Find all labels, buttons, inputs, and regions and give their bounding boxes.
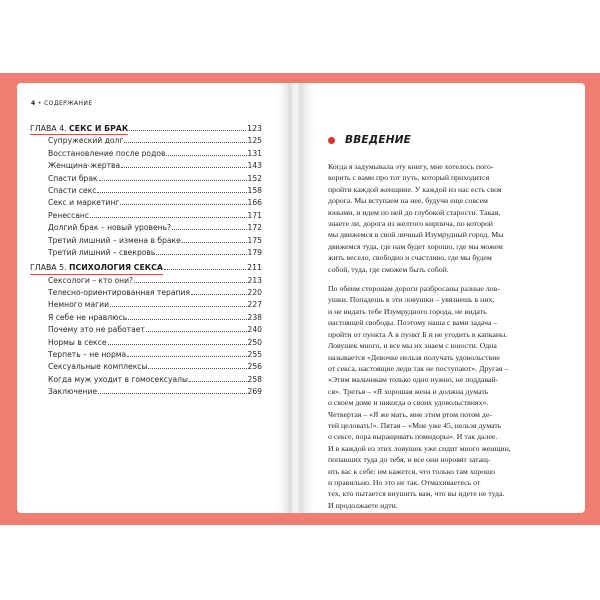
running-head [31, 100, 93, 107]
toc-leader-dots [156, 254, 246, 255]
toc-page-number: 238 [247, 312, 262, 322]
toc-page-number: 131 [247, 148, 262, 158]
toc-entry-label: Когда муж уходит в гомосексуалы [48, 374, 188, 384]
text-line: пройти каждой женщине. У каждой из нас есть своя [328, 184, 502, 194]
toc-entry-label: Третий лишний – свекровь [48, 247, 156, 257]
toc-leader-dots [124, 142, 246, 143]
toc-chapter-label [30, 124, 128, 133]
toc-leader-dots [121, 167, 246, 168]
toc-entry [30, 288, 262, 300]
running-head-title: СОДЕРЖАНИЕ [44, 100, 93, 107]
text-line: юными, и идем по ней до глубокой старости. Такая, [328, 207, 501, 217]
text-line: ить вас к себе: им кажется, что только там хорошо [328, 466, 496, 476]
toc-leader-dots [108, 344, 247, 345]
toc-page-number: 256 [247, 362, 262, 372]
toc-leader-dots [99, 180, 247, 181]
toc-page-number: 255 [247, 350, 262, 360]
toc-entry-label: Я себе не нравлюсь [48, 312, 128, 322]
toc-entry-label: Долгий брак – новый уровень? [48, 223, 172, 233]
toc-entry-label: Телесно-ориентированная терапия [48, 288, 190, 298]
paragraph-gap [328, 275, 565, 283]
page-number: 4 [31, 100, 36, 107]
toc-chapter [30, 263, 262, 275]
intro-heading: ВВЕДЕНИЕ [345, 134, 412, 146]
toc-leader-dots [90, 217, 246, 218]
toc-entry [30, 313, 262, 325]
text-line: о своем доме и никогда о своих удовольствиях». [328, 398, 489, 408]
toc-leader-dots [164, 269, 246, 270]
text-line: тех, кто пытается внушить вам, что вы идете не туда. [328, 489, 505, 499]
toc-entry-label: Сексологи – кто они? [48, 275, 134, 285]
text-line: мы движемся в свой личный Изумрудный город. Мы [328, 230, 504, 240]
toc-entry-label: Сексуальные комплексы [48, 362, 148, 372]
toc-chapter [30, 124, 262, 136]
toc-chapter-number: ГЛАВА 4. [30, 124, 70, 133]
toc-entry [30, 236, 262, 248]
text-line: попавших туда до тебя, и все они норовят затащ- [328, 455, 491, 465]
toc-entry-label: Супружеский долг [48, 136, 124, 146]
text-line: «Этим мальчикам только одно нужно, не поддавай- [328, 375, 499, 385]
toc-leader-dots [97, 192, 246, 193]
toc-leader-dots [120, 204, 246, 205]
text-line: ся». Третья – «Я хорошая жена и должна думать [328, 386, 489, 396]
text-line: от секса, настоящие леди так не поступают». Другая – [328, 363, 509, 373]
toc-page-number: 125 [247, 136, 262, 146]
text-line: По обеим сторонам дороги разбросаны разные лов- [328, 284, 500, 294]
left-page [17, 83, 290, 513]
text-line: движемся туда, где нам будет хорошо, где мы можем [328, 241, 503, 251]
paragraph [328, 161, 565, 275]
toc-chapter-title: ПСИХОЛОГИЯ СЕКСА [69, 263, 163, 273]
toc-page-number: 258 [247, 374, 262, 384]
toc-entry [30, 338, 262, 350]
toc-entry-label: Ренессанс [48, 210, 90, 220]
right-page [301, 83, 585, 513]
toc-entry-label: Спасти секс [48, 185, 97, 195]
text-line: И в каждой из этих ловушек уже сидит много женщин, [328, 443, 511, 453]
toc-page-number: 152 [247, 173, 262, 183]
chapter-underline [30, 134, 128, 135]
text-line: и правильно. Но это не так. Отмахиваетесь от [328, 477, 481, 487]
toc-entry-label: Женщина-жертва [48, 161, 121, 171]
toc-leader-dots [189, 381, 247, 382]
toc-page-number: 123 [247, 124, 262, 133]
text-line: Четвертая – «Я же мать, мне этим ртом потом де- [328, 409, 492, 419]
toc-page-number: 213 [247, 275, 262, 285]
toc-entry [30, 375, 262, 387]
toc-entry-label: Восстановление после родов [48, 148, 166, 158]
toc-entry [30, 350, 262, 362]
toc-page-number: 175 [247, 235, 262, 245]
toc-entry [30, 161, 262, 173]
toc-leader-dots [148, 368, 246, 369]
toc-chapter-number: ГЛАВА 5. [30, 263, 70, 273]
toc-entry [30, 362, 262, 374]
text-line: дорога. Мы вступаем на нее, будучи еще совсем [328, 196, 488, 206]
toc-page-number: 211 [247, 263, 262, 273]
text-line: называется «Девочке нельзя получать удовольствие [328, 352, 500, 362]
toc-leader-dots [172, 229, 246, 230]
toc-entry-label: Третий лишний – измена в браке [48, 235, 181, 245]
text-line: и не видать тебе Изумрудного города, не видать [328, 306, 487, 316]
toc-page-number: 143 [247, 161, 262, 171]
toc-entry-label: Спасти брак [48, 173, 98, 183]
toc-entry [30, 149, 262, 161]
paragraph [328, 283, 565, 511]
toc-leader-dots [98, 393, 246, 394]
toc-leader-dots [129, 130, 246, 131]
toc-page-number: 269 [247, 387, 262, 397]
toc-entry [30, 387, 262, 399]
toc-entry-label: Нормы в сексе [48, 337, 107, 347]
toc-entry [30, 136, 262, 148]
text-line: жить весело, свободно и счастливо, где мы будем [328, 253, 492, 263]
toc-leader-dots [128, 319, 246, 320]
toc-page-number: 158 [247, 185, 262, 195]
text-line: ворить с вами про тот путь, который приходится [328, 173, 490, 183]
toc-entry [30, 248, 262, 260]
toc-leader-dots [134, 282, 246, 283]
toc-leader-dots [110, 306, 246, 307]
toc-entry-label: Секс и маркетинг [48, 198, 120, 208]
toc-page-number: 250 [247, 337, 262, 347]
text-line: Ловушек много, и все мы их знаем с юности. Одна [328, 341, 497, 351]
toc-entry [30, 276, 262, 288]
toc-page-number: 220 [247, 288, 262, 298]
toc-leader-dots [127, 356, 246, 357]
toc-entry [30, 174, 262, 186]
toc-entry [30, 300, 262, 312]
toc-page-number: 171 [247, 210, 262, 220]
chapter-underline [30, 274, 163, 275]
toc-page-number: 179 [247, 247, 262, 257]
bullet-dot-icon [328, 137, 335, 144]
toc-leader-dots [191, 294, 247, 295]
toc-page-number: 172 [247, 223, 262, 233]
toc-entry-label: Немного магии [48, 300, 110, 310]
text-line: Когда я задумывала эту книгу, мне хотелось пого- [328, 162, 494, 171]
toc-entry [30, 211, 262, 223]
intro-body-text [328, 161, 565, 511]
toc-page-number: 227 [247, 300, 262, 310]
text-line: настоящей свободы. Поэтому наша с вами задача – [328, 318, 498, 328]
toc-leader-dots [182, 242, 247, 243]
toc-leader-dots [146, 331, 247, 332]
text-line: собой, туда, где сможем быть собой. [328, 264, 449, 274]
toc-page-number: 166 [247, 198, 262, 208]
text-line: И продолжаете идти. [328, 500, 398, 510]
toc-entry-label: Почему это не работает [48, 325, 145, 335]
text-line: знаете ли, дорога из желтого кирпича, по которой [328, 219, 493, 229]
section-heading [328, 134, 411, 146]
text-line: о сексе, пора выращивать помидоры». И так далее. [328, 432, 498, 442]
toc-entry [30, 186, 262, 198]
toc-entry [30, 325, 262, 337]
toc-entry-label: Заключение [48, 387, 98, 397]
toc-leader-dots [166, 155, 246, 156]
toc-chapter-title: СЕКС И БРАК [69, 124, 129, 133]
text-line: пройти от пункта А в пункт Б и не угодить в капканы. [328, 329, 508, 339]
text-line: ушки. Попадешь в эти ловушки – увязнешь в них, [328, 295, 495, 305]
toc-page-number: 240 [247, 325, 262, 335]
toc-entry [30, 223, 262, 235]
text-line: тей целовать!». Пятая – «Мне уже 45, нельзя думать [328, 420, 502, 430]
toc-entry-label: Терпеть – не норма [48, 350, 127, 360]
table-of-contents [30, 124, 262, 400]
separator-dot: • [37, 100, 45, 107]
toc-entry [30, 198, 262, 210]
toc-chapter-label [30, 263, 163, 272]
